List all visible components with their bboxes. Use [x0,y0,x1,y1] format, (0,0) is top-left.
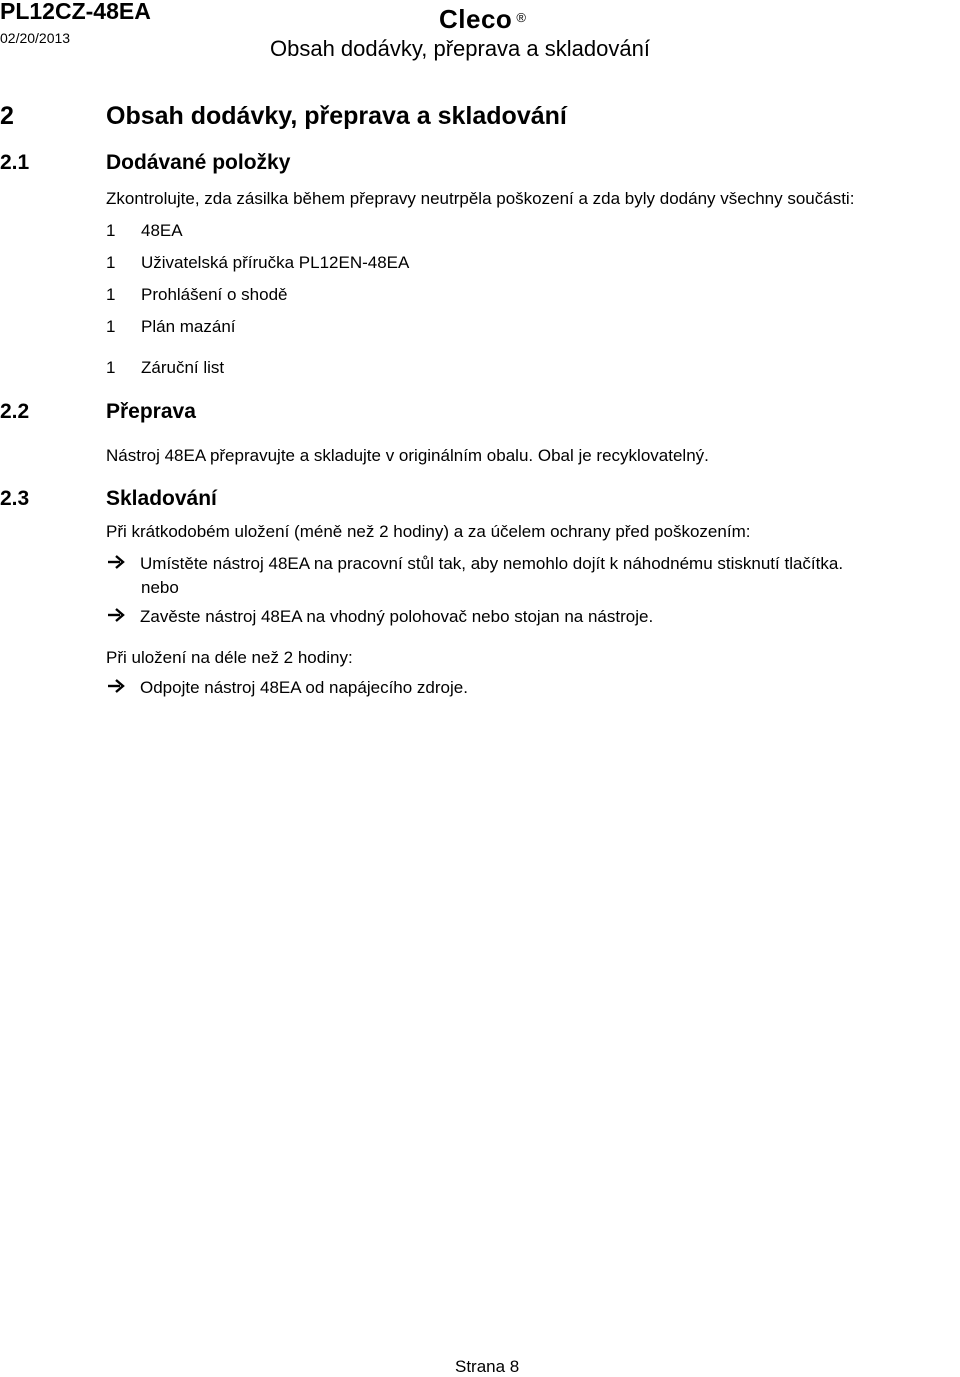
list-item [106,317,115,337]
header-title: Obsah dodávky, přeprava a skladování [270,36,650,61]
item-qty: 1 [106,358,116,377]
item-qty: 1 [106,253,116,272]
brand-name: Cleco [439,4,513,34]
section-2-3-title: Skladování [106,487,217,510]
item-qty: 1 [106,221,116,240]
short-term-intro: Při krátkodobém uložení (méně než 2 hodiny) a za účelem ochrany před poškozením: [106,522,751,541]
list-item-name: Uživatelská příručka PL12EN-48EA [141,253,410,272]
list-item-name: Prohlášení o shodě [141,285,288,304]
list-item [106,285,115,305]
section-2-2-number: 2.2 [0,400,30,423]
registered-mark: ® [516,10,527,25]
arrow-right-icon [106,607,140,627]
list-item [106,358,115,378]
list-item [106,221,115,241]
page-number: Strana 8 [455,1357,520,1376]
section-2-1-title: Dodávané položky [106,151,291,174]
chapter-number: 2 [0,102,14,130]
list-item-name: Záruční list [141,358,225,377]
short-term-step [106,607,653,627]
step-text: Odpojte nástroj 48EA od napájecího zdroje. [140,678,468,697]
arrow-right-icon [106,554,140,574]
step-text: Zavěste nástroj 48EA na vhodný polohovač nebo stojan na nástroje. [140,607,654,626]
long-term-intro: Při uložení na déle než 2 hodiny: [106,648,353,667]
or-text: nebo [141,578,179,597]
step-text: Umístěte nástroj 48EA na pracovní stůl tak, aby nemohlo dojít k náhodnému stisknutí tlačítka. [140,554,844,573]
section-2-3-number: 2.3 [0,487,30,510]
short-term-step [106,554,843,574]
item-qty: 1 [106,317,116,336]
chapter-title: Obsah dodávky, přeprava a skladování [106,102,567,130]
item-qty: 1 [106,285,116,304]
list-item-name: 48EA [141,221,183,240]
long-term-step [106,678,468,698]
brand-logo [439,4,526,35]
arrow-right-icon [106,678,140,698]
document-code: PL12CZ-48EA [0,0,151,24]
list-item-name: Plán mazání [141,317,236,336]
section-2-2-text: Nástroj 48EA přepravujte a skladujte v originálním obalu. Obal je recyklovatelný. [106,446,709,465]
section-2-1-number: 2.1 [0,151,30,174]
section-2-1-intro: Zkontrolujte, zda zásilka během přepravy neutrpěla poškození a zda byly dodány všechny součásti: [106,189,855,208]
list-item [106,253,115,273]
section-2-2-title: Přeprava [106,400,196,423]
document-date: 02/20/2013 [0,30,71,46]
